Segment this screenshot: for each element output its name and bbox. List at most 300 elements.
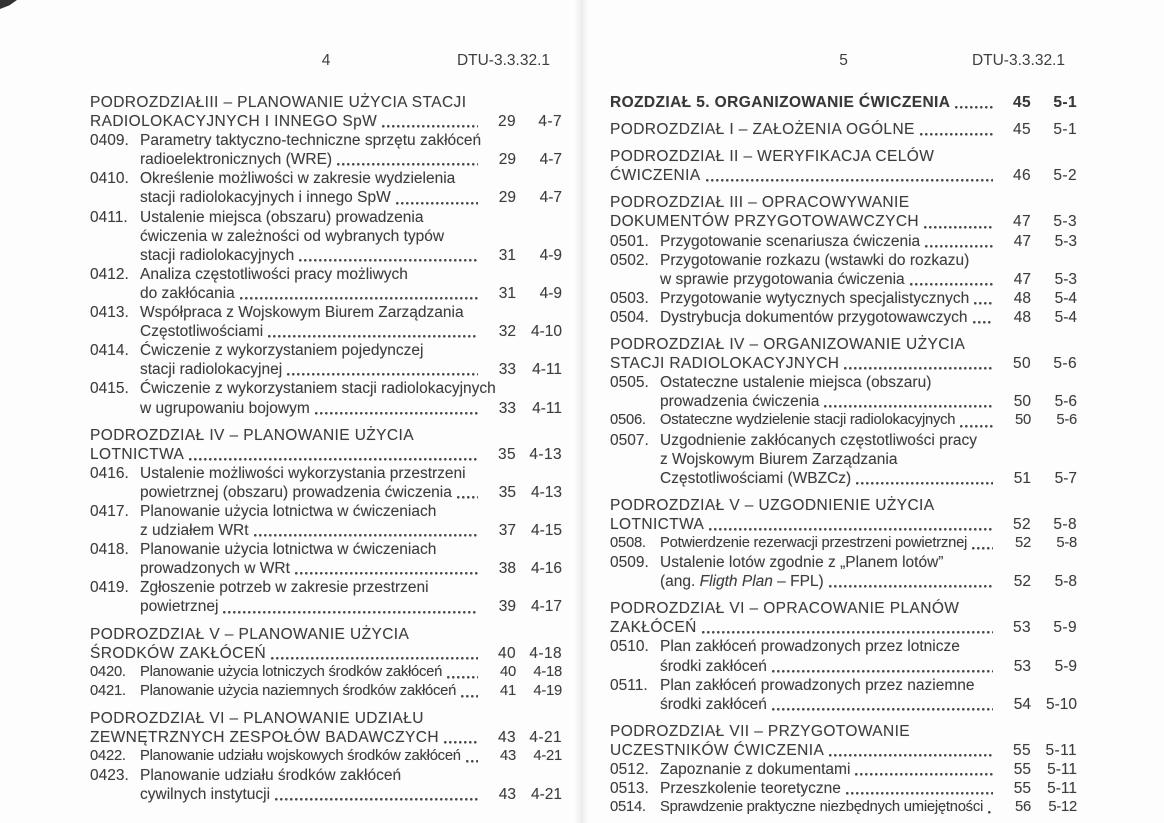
entry-number: 0510. bbox=[610, 638, 649, 656]
entry-page-number: 29 bbox=[498, 151, 516, 169]
toc-line bbox=[90, 766, 562, 785]
entry-page-number: 50 bbox=[1012, 355, 1031, 373]
entry-text: Współpraca z Wojskowym Biurem Zarządzania bbox=[140, 304, 464, 322]
entry-section-ref: 5-3 bbox=[1054, 232, 1077, 250]
dot-leader bbox=[252, 521, 479, 540]
entry-text: Ćwiczenie z wykorzystaniem stacji radiolokacyjnych bbox=[140, 380, 496, 398]
toc-line bbox=[610, 232, 1077, 251]
toc-line bbox=[610, 469, 1077, 488]
entry-number: 0504. bbox=[610, 308, 649, 326]
dot-leader bbox=[442, 728, 479, 747]
entry-text: PODROZDZIAŁ II – WERYFIKACJA CELÓW bbox=[610, 148, 935, 166]
toc-line bbox=[90, 578, 562, 597]
entry-text: w sprawie przygotowania ćwiczenia bbox=[660, 270, 905, 288]
entry-text: Zgłoszenie potrzeb w zakresie przestrzeni bbox=[140, 579, 429, 597]
entry-text: ZEWNĘTRZNYCH ZESPOŁÓW BADAWCZYCH bbox=[90, 729, 439, 746]
entry-page-number: 41 bbox=[500, 682, 516, 699]
entry-section-ref: 5-2 bbox=[1053, 167, 1077, 185]
entry-text: ROZDZIAŁ 5. ORGANIZOWANIE ĆWICZENIA bbox=[610, 94, 951, 111]
toc-line bbox=[90, 93, 562, 112]
entry-text: STACJI RADIOLOKACYJNYCH bbox=[610, 355, 840, 373]
entry-text: Przygotowanie wytycznych specjalistycznych bbox=[660, 289, 970, 307]
entry-section-ref: 5-9 bbox=[1054, 657, 1077, 675]
toc-line bbox=[90, 728, 562, 747]
dot-leader bbox=[923, 232, 994, 251]
toc-item bbox=[90, 131, 562, 169]
toc-line bbox=[610, 599, 1077, 618]
page-header-right bbox=[610, 52, 1077, 72]
entry-text: PODROZDZIAŁ IV – ORGANIZOWANIE UŻYCIA bbox=[610, 336, 966, 354]
entry-section-ref: 4-9 bbox=[539, 246, 562, 264]
toc-item bbox=[610, 373, 1077, 411]
entry-section-ref: 5-6 bbox=[1054, 393, 1077, 411]
doc-code: DTU-3.3.32.1 bbox=[971, 52, 1065, 69]
entry-page-number: 50 bbox=[1013, 393, 1031, 411]
entry-text: stacji radiolokacyjnych bbox=[140, 246, 295, 264]
entry-number: 0409. bbox=[90, 132, 129, 150]
entry-number: 0421. bbox=[90, 682, 126, 699]
entry-text-italic: Fligth Plan bbox=[699, 573, 773, 591]
entry-number: 0413. bbox=[90, 304, 129, 322]
entry-page-number: 48 bbox=[1013, 308, 1031, 326]
toc-item bbox=[610, 553, 1077, 591]
entry-section-ref: 5-8 bbox=[1056, 534, 1077, 551]
entry-section-ref: 5-10 bbox=[1045, 695, 1077, 713]
entry-text: cywilnych instytucji bbox=[140, 786, 271, 804]
entry-text: stacji radiolokacyjnej bbox=[140, 361, 283, 379]
entry-text: Planowanie użycia lotnictwa w ćwiczeniach bbox=[140, 541, 437, 559]
toc-line bbox=[90, 246, 562, 265]
entry-section-ref: 4-7 bbox=[539, 151, 562, 169]
toc-heading bbox=[610, 120, 1077, 139]
dot-leader bbox=[394, 188, 479, 207]
entry-text: LOTNICTWA bbox=[90, 445, 185, 463]
entry-text: PODROZDZIAŁ VI – PLANOWANIE UDZIAŁU bbox=[90, 709, 424, 727]
toc-line bbox=[90, 303, 562, 322]
entry-text-segment: – FPL) bbox=[772, 573, 824, 591]
entry-section-ref: 5-3 bbox=[1054, 270, 1077, 288]
entry-page-number: 52 bbox=[1012, 515, 1031, 533]
toc-line bbox=[90, 169, 562, 188]
entry-number: 0501. bbox=[610, 232, 649, 250]
toc-item bbox=[90, 169, 562, 207]
entry-text: ĆWICZENIA bbox=[610, 167, 701, 185]
page-left bbox=[90, 52, 562, 804]
dot-leader bbox=[970, 534, 994, 553]
entry-text: Przeszkolenie teoretyczne bbox=[660, 780, 841, 798]
entry-text: Ustalenie miejsca (obszaru) prowadzenia bbox=[140, 208, 424, 226]
entry-text: radioelektronicznych (WRE) bbox=[140, 151, 333, 169]
toc-line bbox=[610, 534, 1077, 553]
entry-text: Ostateczne ustalenie miejsca (obszaru) bbox=[660, 374, 932, 392]
entry-section-ref: 4-18 bbox=[533, 663, 562, 680]
toc-item bbox=[90, 379, 562, 417]
entry-section-ref: 5-1 bbox=[1053, 121, 1077, 139]
entry-text: PODROZDZIAŁ VII – PRZYGOTOWANIE bbox=[610, 722, 911, 740]
entry-text: PODROZDZIAŁ III – OPRACOWYWANIE bbox=[610, 194, 910, 212]
dot-leader bbox=[707, 515, 994, 534]
toc-heading bbox=[610, 599, 1077, 637]
toc-heading bbox=[90, 93, 562, 131]
toc-heading bbox=[90, 625, 562, 663]
page-right bbox=[610, 52, 1077, 817]
entry-section-ref: 4-11 bbox=[532, 399, 562, 417]
entry-text: LOTNICTWA bbox=[610, 515, 705, 533]
toc-line bbox=[90, 785, 562, 804]
entry-text: Planowanie użycia lotniczych środków zakłóceń bbox=[140, 663, 443, 680]
entry-section-ref: 4-13 bbox=[530, 483, 562, 501]
toc-line bbox=[610, 120, 1077, 139]
toc-line bbox=[90, 663, 562, 682]
toc-item bbox=[610, 779, 1077, 798]
entry-text: Potwierdzenie rezerwacji przestrzeni powietrznej bbox=[660, 534, 968, 551]
entry-text: ŚRODKÓW ZAKŁÓCEŃ bbox=[90, 644, 267, 662]
dot-leader bbox=[844, 779, 994, 798]
entry-text: prowadzonych w WRt bbox=[140, 560, 290, 578]
dot-leader bbox=[335, 150, 479, 169]
entry-page-number: 52 bbox=[1013, 573, 1031, 591]
entry-number: 0503. bbox=[610, 289, 649, 307]
entry-section-ref: 5-6 bbox=[1056, 412, 1077, 429]
toc-line bbox=[90, 502, 562, 521]
entry-page-number: 33 bbox=[498, 399, 516, 417]
entry-page-number: 46 bbox=[1012, 167, 1031, 185]
entry-page-number: 47 bbox=[1013, 232, 1031, 250]
toc-line bbox=[90, 265, 562, 284]
entry-text: Parametry taktyczno-techniczne sprzętu zakłóceń bbox=[140, 132, 482, 150]
entry-text: PODROZDZIAŁIII – PLANOWANIE UŻYCIA STACJI bbox=[90, 94, 467, 111]
dot-leader bbox=[273, 785, 479, 804]
entry-page-number: 48 bbox=[1013, 289, 1031, 307]
toc-line bbox=[90, 644, 562, 663]
entry-text: Analiza częstotliwości pracy możliwych bbox=[140, 265, 408, 283]
entry-page-number: 51 bbox=[1013, 469, 1031, 487]
dot-leader bbox=[972, 289, 994, 308]
entry-section-ref: 5-8 bbox=[1053, 515, 1077, 533]
entry-section-ref: 4-19 bbox=[533, 682, 562, 699]
toc-line bbox=[610, 637, 1077, 656]
entry-text: środki zakłóceń bbox=[660, 657, 767, 675]
toc-line bbox=[610, 354, 1077, 373]
entry-text: w ugrupowaniu bojowym bbox=[140, 399, 310, 417]
toc-line bbox=[90, 682, 562, 701]
entry-text: Zapoznanie z dokumentami bbox=[660, 761, 851, 778]
toc-line bbox=[610, 308, 1077, 327]
toc-line bbox=[610, 193, 1077, 212]
entry-text: PODROZDZIAŁ V – UZGODNIENIE UŻYCIA bbox=[610, 496, 935, 514]
toc-line bbox=[90, 426, 562, 445]
entry-text: Dystrybucja dokumentów przygotowawczych bbox=[660, 308, 968, 326]
entry-page-number: 54 bbox=[1013, 695, 1031, 713]
toc-line bbox=[610, 270, 1077, 289]
entry-text: do zakłócania bbox=[140, 284, 235, 302]
toc-item bbox=[610, 760, 1077, 779]
toc-item bbox=[610, 431, 1077, 488]
toc-line bbox=[610, 289, 1077, 308]
entry-section-ref: 5-7 bbox=[1054, 469, 1077, 487]
entry-text: Ustalenie lotów zgodnie z „Planem lotów” bbox=[660, 554, 944, 572]
entry-text: Planowanie użycia lotnictwa w ćwiczeniach bbox=[140, 502, 437, 520]
entry-section-ref: 5-9 bbox=[1053, 619, 1077, 637]
entry-number: 0419. bbox=[90, 579, 129, 597]
entry-page-number: 38 bbox=[498, 560, 516, 578]
dot-leader bbox=[986, 798, 994, 817]
toc-line bbox=[90, 709, 562, 728]
dot-leader bbox=[380, 112, 479, 131]
dot-leader bbox=[770, 657, 994, 676]
entry-page-number: 35 bbox=[498, 483, 516, 501]
entry-page-number: 40 bbox=[497, 644, 516, 662]
entry-page-number: 55 bbox=[1013, 761, 1031, 778]
entry-page-number: 55 bbox=[1012, 741, 1031, 759]
entry-number: 0410. bbox=[90, 170, 129, 188]
toc-item bbox=[610, 534, 1077, 553]
entry-page-number: 43 bbox=[498, 786, 516, 804]
toc-item bbox=[90, 578, 562, 616]
toc-item bbox=[90, 663, 562, 682]
page-number: 5 bbox=[839, 52, 848, 69]
dot-leader bbox=[187, 445, 479, 464]
toc-line bbox=[90, 747, 562, 766]
entry-section-ref: 5-4 bbox=[1054, 289, 1077, 307]
entry-page-number: 53 bbox=[1012, 619, 1031, 637]
dot-leader bbox=[700, 618, 994, 637]
entry-text: PODROZDZIAŁ VI – OPRACOWANIE PLANÓW bbox=[610, 600, 960, 618]
entry-number: 0506. bbox=[610, 412, 646, 429]
entry-text: UCZESTNIKÓW ĆWICZENIA bbox=[610, 741, 825, 759]
entry-number: 0420. bbox=[90, 663, 126, 680]
toc-item bbox=[610, 232, 1077, 251]
toc-line bbox=[90, 399, 562, 418]
toc-line bbox=[610, 695, 1077, 714]
toc-line bbox=[90, 284, 562, 303]
dot-leader bbox=[770, 695, 994, 714]
toc-line bbox=[610, 166, 1077, 185]
dot-leader bbox=[908, 270, 994, 289]
entry-text: PODROZDZIAŁ V – PLANOWANIE UŻYCIA bbox=[90, 625, 410, 643]
entry-text: RADIOLOKACYJNYCH I INNEGO SpW bbox=[90, 113, 378, 131]
entry-section-ref: 4-17 bbox=[530, 598, 562, 616]
toc-item bbox=[610, 676, 1077, 714]
toc-line bbox=[610, 335, 1077, 354]
doc-code: DTU-3.3.32.1 bbox=[456, 52, 550, 69]
entry-number: 0509. bbox=[610, 554, 649, 572]
toc-line bbox=[90, 464, 562, 483]
entry-number: 0415. bbox=[90, 380, 129, 398]
entry-number: 0412. bbox=[90, 265, 129, 283]
entry-text: Ćwiczenie z wykorzystaniem pojedynczej bbox=[140, 342, 424, 360]
toc-line bbox=[610, 450, 1077, 469]
entry-text: PODROZDZIAŁ IV – PLANOWANIE UŻYCIA bbox=[90, 426, 414, 444]
entry-number: 0502. bbox=[610, 251, 649, 269]
toc-item bbox=[610, 411, 1077, 430]
entry-number: 0411. bbox=[90, 208, 128, 226]
toc-line bbox=[610, 676, 1077, 695]
dot-leader bbox=[269, 644, 479, 663]
entry-page-number: 29 bbox=[498, 189, 516, 207]
entry-section-ref: 4-18 bbox=[529, 644, 562, 662]
dot-leader bbox=[971, 308, 994, 327]
dot-leader bbox=[266, 322, 479, 341]
entry-text: Ostateczne wydzielenie stacji radiolokacyjnych bbox=[660, 412, 956, 429]
entry-page-number: 29 bbox=[497, 113, 516, 131]
toc-line bbox=[90, 341, 562, 360]
entry-page-number: 40 bbox=[500, 663, 516, 680]
entry-section-ref: 5-4 bbox=[1054, 308, 1077, 326]
entry-text: Przygotowanie rozkazu (wstawki do rozkazu) bbox=[660, 251, 970, 269]
toc-line bbox=[610, 553, 1077, 572]
toc-line bbox=[90, 150, 562, 169]
entry-text: PODROZDZIAŁ I – ZAŁOŻENIA OGÓLNE bbox=[610, 121, 915, 139]
toc-line bbox=[90, 483, 562, 502]
toc-line bbox=[610, 431, 1077, 450]
entry-section-ref: 5-11 bbox=[1047, 780, 1077, 798]
page-gutter-shadow bbox=[574, 0, 588, 823]
entry-section-ref: 4-21 bbox=[533, 748, 562, 765]
dot-leader bbox=[285, 360, 479, 379]
toc-item bbox=[90, 540, 562, 578]
entry-number: 0507. bbox=[610, 431, 649, 449]
toc-item bbox=[90, 341, 562, 379]
entry-text: Planowanie udziału środków zakłóceń bbox=[140, 767, 402, 785]
toc-item bbox=[90, 766, 562, 804]
toc-item bbox=[90, 682, 562, 701]
entry-page-number: 39 bbox=[498, 598, 516, 616]
entry-page-number: 55 bbox=[1013, 780, 1031, 798]
entry-section-ref: 5-11 bbox=[1045, 741, 1077, 759]
toc-line bbox=[610, 212, 1077, 231]
dot-leader bbox=[445, 663, 479, 682]
scan-corner-artifact bbox=[0, 0, 17, 9]
toc-line bbox=[610, 618, 1077, 637]
dot-leader bbox=[958, 411, 994, 430]
toc-line bbox=[610, 411, 1077, 430]
toc-line bbox=[90, 208, 562, 227]
entry-number: 0513. bbox=[610, 780, 649, 798]
entry-number: 0422. bbox=[90, 748, 126, 765]
entry-number: 0417. bbox=[90, 502, 129, 520]
toc-heading bbox=[610, 722, 1077, 760]
entry-text: Ustalenie możliwości wykorzystania przestrzeni bbox=[140, 464, 466, 482]
entry-page-number: 32 bbox=[498, 323, 516, 341]
dot-leader bbox=[854, 469, 994, 488]
entry-number: 0505. bbox=[610, 374, 649, 392]
entry-text: DOKUMENTÓW PRZYGOTOWAWCZYCH bbox=[610, 213, 920, 231]
toc-line bbox=[90, 540, 562, 559]
entry-section-ref: 4-15 bbox=[530, 522, 562, 540]
entry-page-number: 33 bbox=[498, 361, 516, 379]
dot-leader bbox=[704, 166, 994, 185]
entry-text: środki zakłóceń bbox=[660, 695, 767, 713]
dot-leader bbox=[455, 483, 479, 502]
toc-line bbox=[90, 227, 562, 246]
entry-section-ref: 5-3 bbox=[1053, 213, 1077, 231]
toc-line bbox=[610, 392, 1077, 411]
toc-line bbox=[610, 741, 1077, 760]
toc-heading bbox=[610, 335, 1077, 373]
toc-line bbox=[90, 188, 562, 207]
entry-text: Częstotliwościami (WBZCz) bbox=[660, 469, 852, 487]
dot-leader bbox=[297, 246, 479, 265]
toc-line bbox=[90, 360, 562, 379]
entry-section-ref: 5-11 bbox=[1047, 761, 1077, 778]
entry-text: Plan zakłóceń prowadzonych przez lotnicze bbox=[660, 638, 960, 656]
dot-leader bbox=[822, 392, 994, 411]
toc-line bbox=[610, 147, 1077, 166]
toc-item bbox=[90, 502, 562, 540]
entry-text: z Wojskowym Biurem Zarządzania bbox=[660, 450, 898, 468]
dot-leader bbox=[853, 760, 994, 779]
toc-line bbox=[610, 572, 1077, 591]
toc-item bbox=[90, 303, 562, 341]
toc-item bbox=[610, 251, 1077, 289]
toc-item bbox=[90, 747, 562, 766]
entry-page-number: 45 bbox=[1012, 94, 1031, 111]
toc-item bbox=[90, 464, 562, 502]
toc-line bbox=[90, 112, 562, 131]
entry-section-ref: 5-12 bbox=[1048, 799, 1077, 816]
entry-page-number: 52 bbox=[1015, 534, 1031, 551]
entry-text: powietrznej (obszaru) prowadzenia ćwiczenia bbox=[140, 483, 452, 501]
entry-page-number: 31 bbox=[498, 246, 516, 264]
entry-page-number: 53 bbox=[1013, 657, 1031, 675]
toc-line bbox=[610, 779, 1077, 798]
dot-leader bbox=[827, 572, 994, 591]
toc-line bbox=[90, 379, 562, 398]
entry-section-ref: 4-13 bbox=[529, 445, 562, 463]
toc-line bbox=[90, 322, 562, 341]
entry-text: Uzgodnienie zakłócanych częstotliwości pracy bbox=[660, 431, 978, 449]
dot-leader bbox=[464, 747, 479, 766]
entry-text: powietrznej bbox=[140, 598, 219, 616]
entry-section-ref: 4-7 bbox=[538, 113, 562, 131]
page-header-left bbox=[90, 52, 562, 72]
entry-section-ref: 4-9 bbox=[539, 284, 562, 302]
entry-number: 0416. bbox=[90, 464, 129, 482]
entry-section-ref: 4-21 bbox=[529, 729, 562, 746]
toc-heading bbox=[610, 147, 1077, 185]
toc-line bbox=[610, 93, 1077, 112]
entry-text: Planowanie użycia naziemnych środków zakłóceń bbox=[140, 682, 457, 699]
toc-heading bbox=[90, 426, 562, 464]
toc-item bbox=[90, 208, 562, 265]
dot-leader bbox=[459, 682, 479, 701]
entry-text bbox=[660, 572, 824, 591]
toc-item bbox=[610, 289, 1077, 308]
entry-section-ref: 5-1 bbox=[1053, 94, 1077, 111]
entry-text: Planowanie udziału wojskowych środków zakłóceń bbox=[140, 748, 461, 765]
entry-section-ref: 4-11 bbox=[532, 361, 562, 379]
entry-page-number: 50 bbox=[1015, 412, 1031, 429]
entry-text: stacji radiolokacyjnych i innego SpW bbox=[140, 189, 391, 207]
entry-section-ref: 5-6 bbox=[1053, 355, 1077, 373]
entry-section-ref: 4-10 bbox=[530, 323, 562, 341]
entry-text: Częstotliwościami bbox=[140, 323, 264, 341]
entry-page-number: 43 bbox=[497, 729, 516, 746]
entry-page-number: 45 bbox=[1012, 121, 1031, 139]
entry-page-number: 37 bbox=[498, 522, 516, 540]
dot-leader bbox=[827, 741, 994, 760]
toc-line bbox=[90, 559, 562, 578]
entry-number: 0418. bbox=[90, 541, 129, 559]
toc-left_page bbox=[90, 93, 562, 804]
entry-number: 0512. bbox=[610, 761, 649, 778]
toc-line bbox=[610, 722, 1077, 741]
entry-page-number: 31 bbox=[498, 284, 516, 302]
toc-heading bbox=[610, 93, 1077, 112]
toc-heading bbox=[610, 496, 1077, 534]
dot-leader bbox=[842, 354, 994, 373]
